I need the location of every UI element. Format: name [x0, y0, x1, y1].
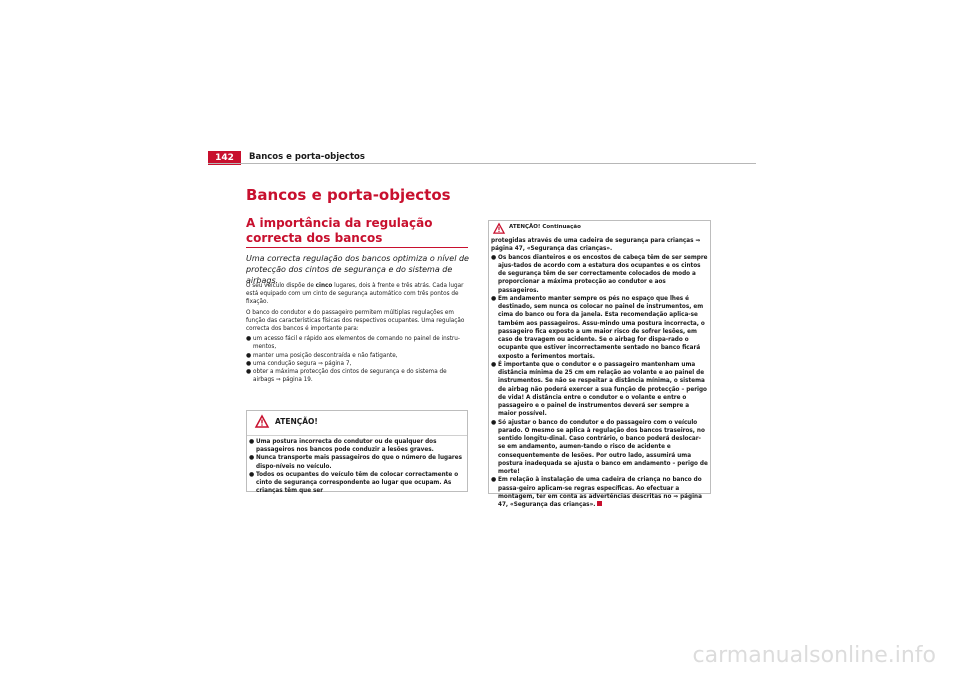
body-text — [246, 282, 468, 384]
bullet-icon: ● — [491, 294, 497, 302]
warning-item — [491, 295, 708, 361]
section-rule — [246, 247, 468, 248]
warning-item-text: É importante que o condutor e o passageiro mantenham uma distância mínima de 25 cm em relação ao volante e ao painel de instrumentos. Se não se respeitar a distância mínima, o sistema de airbag não poderá exercer a sua função de protecção – perigo de vida! A distância entre o condutor e o volante e entre o passageiro e o painel de instrumentos deverá ser sempre a maior possível. — [498, 361, 707, 418]
list-item-text: uma condução segura ⇒ página 7, — [253, 360, 352, 367]
header-rule — [208, 163, 756, 164]
warning-item-text: Só ajustar o banco do condutor e do passageiro com o veículo parado. O mesmo se aplica à regulação dos bancos traseiros, no sentido longitu-dinal. Caso contrário, o banco poderá deslocar-se em andamento, aumen-tando o risco de acidente e consequentemente de lesões. Por outro lado, assumirá uma postura inadequada se ajusta o banco em andamento – perigo de morte! — [498, 419, 708, 475]
warning-continued-title: ATENÇÃO! Continuação — [509, 224, 581, 230]
warning-item-text: Os bancos dianteiros e os encostos de cabeça têm de ser sempre ajus-tados de acordo com a estatura dos ocupantes e os cintos de segurança têm de ser correctamente colocados de modo a proporcionar a máxima protecção ao condutor e aos passageiros. — [498, 254, 708, 294]
warning-item — [491, 419, 708, 477]
warning-item-text: Em andamento manter sempre os pés no espaço que lhes é destinado, sem nunca os colocar no painel de instrumentos, em cima do banco ou fora da janela. Esta recomendação aplica-se também aos passageiros. Assu-mindo uma postura incorrecta, o passageiro fica exposto a um maior risco de sofrer lesões, em caso de travagem ou acidente. Se o airbag for dispa-rado o ocupante que estiver incorrectamente sentado no banco ficará exposto a ferimentos mortais. — [498, 295, 705, 360]
bullet-icon: ● — [246, 351, 252, 359]
warning-item-text: Todos os ocupantes do veículo têm de colocar correctamente o cinto de segurança correspondente ao lugar que ocupam. As crianças têm que ser — [256, 471, 459, 495]
lead-paragraph: Uma correcta regulação dos bancos optimiza o nível de protecção dos cintos de segurança e do sistema de airbags. — [246, 254, 469, 285]
bullet-icon: ● — [491, 476, 497, 484]
warning-item — [249, 471, 465, 496]
page-number: 142 — [208, 151, 241, 165]
warning-item — [249, 438, 465, 454]
bullet-icon: ● — [491, 253, 497, 261]
intro-text-start: O seu veículo dispõe de — [246, 283, 316, 289]
warning-continued-box — [488, 220, 711, 508]
warning-body — [247, 436, 467, 495]
warning-header — [247, 411, 467, 436]
intro-text-end: lugares, dois à frente e três atrás. Cada lugar está equipado com um cinto de segurança automático com três pontos de fixação. — [246, 283, 464, 306]
warning-triangle-icon — [255, 415, 269, 428]
warning-item-text: Em relação à instalação de uma cadeira de criança no banco do passa-geiro aplicam-se regras específicas. Ao efectuar a montagem, ter em conta as advertências descritas no ⇒ página 47, «Segurança das crianças». — [498, 477, 702, 508]
running-header: Bancos e porta-objectos — [249, 152, 365, 162]
bullet-icon: ● — [246, 359, 252, 367]
warning-continued-body — [489, 235, 710, 509]
warning-item — [249, 454, 465, 470]
warning-item — [491, 254, 708, 295]
warning-item — [491, 476, 708, 509]
bullet-icon: ● — [246, 335, 252, 343]
list-item-text: manter uma posição descontraída e não fatigante, — [253, 352, 398, 359]
bullet-icon: ● — [491, 360, 497, 368]
bullet-icon: ● — [249, 454, 255, 462]
list-item — [246, 335, 468, 351]
bullet-icon: ● — [249, 470, 255, 478]
section-title: A importância da regulação correcta dos bancos — [246, 216, 433, 245]
chapter-title: Bancos e porta-objectos — [246, 186, 451, 204]
list-item — [246, 368, 468, 384]
bullet-icon: ● — [246, 368, 252, 376]
warning-item-text: Uma postura incorrecta do condutor ou de qualquer dos passageiros nos bancos pode conduzir a lesões graves. — [256, 439, 437, 454]
list-item-text: um acesso fácil e rápido aos elementos de comando no painel de instru-mentos, — [253, 336, 460, 351]
warning-item-text: Nunca transporte mais passageiros do que o número de lugares dispo-níveis no veículo. — [256, 455, 462, 470]
bullet-icon: ● — [249, 438, 255, 445]
intro-text-bold: cinco — [315, 283, 333, 289]
warning-item — [491, 361, 708, 419]
intro-paragraph — [246, 282, 468, 307]
list-item — [246, 360, 468, 368]
seat-adjust-paragraph: O banco do condutor e do passageiro permitem múltiplas regulações em função das características físicas dos respectivos ocupantes. Uma regulação correcta dos bancos é importante para: — [246, 309, 465, 333]
bullet-icon: ● — [491, 418, 497, 426]
warning-continued-intro: protegidas através de uma cadeira de segurança para crianças ⇒ página 47, «Segurança das crianças». — [491, 238, 701, 253]
warning-title: ATENÇÃO! — [275, 417, 318, 426]
end-of-section-icon — [597, 501, 602, 506]
warning-triangle-icon — [493, 223, 505, 234]
list-item — [246, 352, 468, 360]
warning-continued-header — [489, 221, 710, 235]
warning-box — [246, 410, 468, 495]
watermark: carmanualsonline.info — [692, 643, 936, 668]
list-item-text: obter a máxima protecção dos cintos de segurança e do sistema de airbags ⇒ página 19. — [253, 369, 447, 384]
